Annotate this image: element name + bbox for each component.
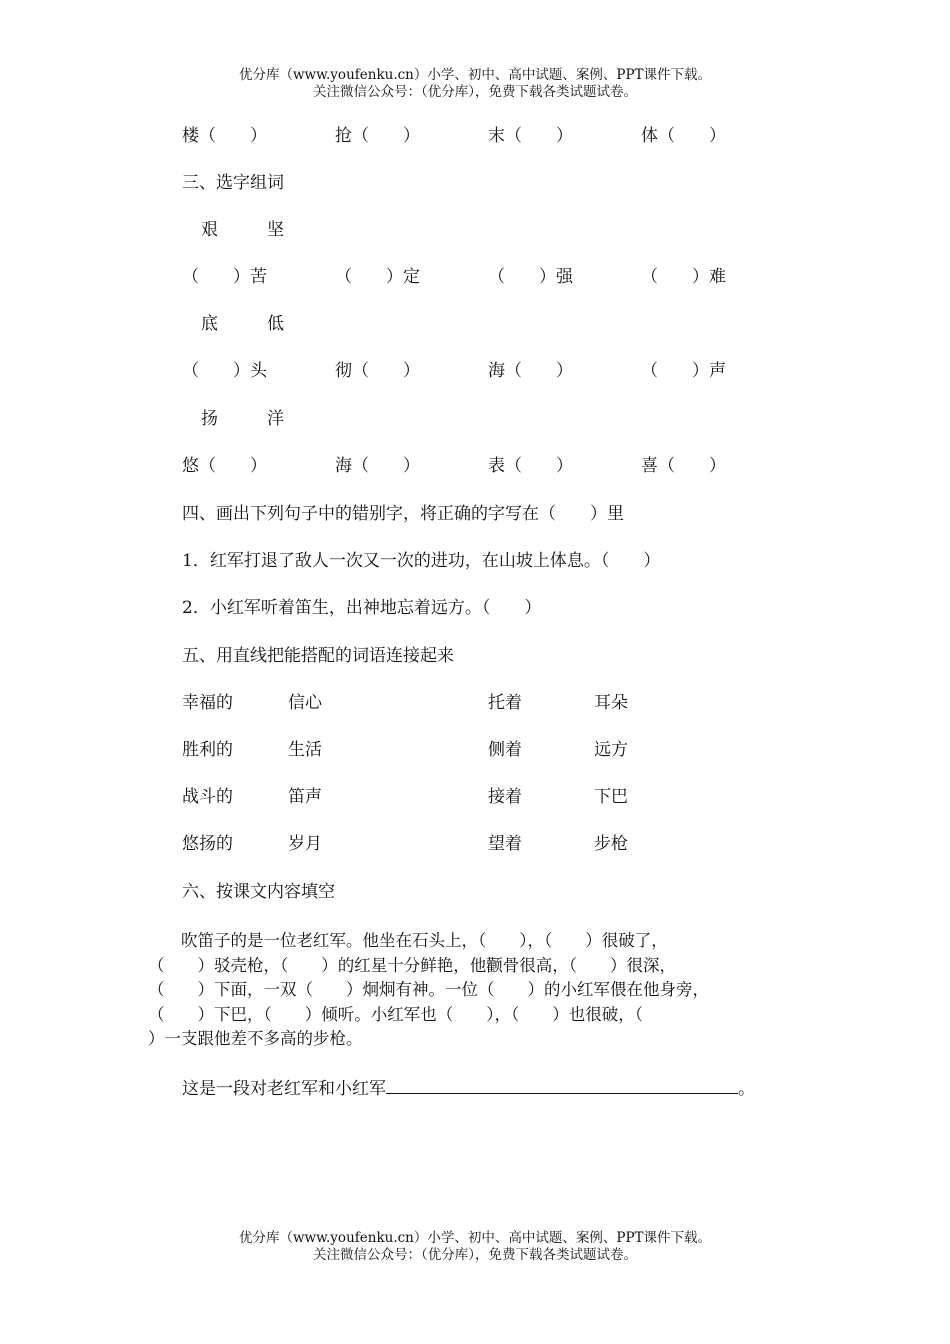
paragraph-line: （ ）驳壳枪，（ ）的红星十分鲜艳，他颧骨很高，（ ）很深， xyxy=(148,955,676,975)
char-pair xyxy=(0,219,950,241)
match-row xyxy=(0,739,950,761)
word-blank: （ ）声 xyxy=(641,361,726,381)
word-blank: 彻（ ） xyxy=(335,361,420,381)
summary-sentence xyxy=(182,1076,755,1100)
match-row xyxy=(0,833,950,855)
word-blank: 悠（ ） xyxy=(182,456,267,476)
char-option: 艰 xyxy=(201,220,218,240)
answer-blank-line[interactable] xyxy=(386,1076,738,1094)
match-word: 耳朵 xyxy=(594,693,628,713)
section-4-title: 四、画出下列句子中的错别字，将正确的字写在（ ）里 xyxy=(182,504,624,524)
char-option: 低 xyxy=(267,314,284,334)
page-header xyxy=(0,67,950,101)
footer-line-1: 优分库（www.youfenku.cn）小学、初中、高中试题、案例、PPT课件下载。 xyxy=(238,1230,712,1246)
fill-in-paragraph xyxy=(148,929,823,1052)
word-blank: 喜（ ） xyxy=(641,456,726,476)
summary-suffix: 。 xyxy=(738,1079,755,1099)
char-option: 坚 xyxy=(267,220,284,240)
match-row xyxy=(0,786,950,808)
word-blank: 海（ ） xyxy=(488,361,573,381)
footer-line-2: 关注微信公众号：（优分库），免费下载各类试题试卷。 xyxy=(313,1247,637,1263)
match-row xyxy=(0,692,950,714)
sentence-item: 2．小红军听着笛生，出神地忘着远方。（ ） xyxy=(182,598,542,618)
match-word: 侧着 xyxy=(488,740,522,760)
word-row xyxy=(0,360,950,382)
sentence-item: 1．红军打退了敌人一次又一次的进功，在山坡上体息。（ ） xyxy=(182,551,661,571)
q2-item: 抢（ ） xyxy=(335,126,420,146)
q2-item: 楼（ ） xyxy=(182,126,267,146)
paragraph-line: ）一支跟他差不多高的步枪。 xyxy=(148,1029,363,1048)
word-blank: （ ）头 xyxy=(182,361,267,381)
section-6-title: 六、按课文内容填空 xyxy=(182,882,335,902)
match-word: 笛声 xyxy=(288,787,322,807)
header-line-1: 优分库（www.youfenku.cn）小学、初中、高中试题、案例、PPT课件下载。 xyxy=(238,67,712,83)
match-word: 远方 xyxy=(594,740,628,760)
match-word: 接着 xyxy=(488,787,522,807)
match-word: 悠扬的 xyxy=(182,834,233,854)
match-word: 胜利的 xyxy=(182,740,233,760)
header-line-2: 关注微信公众号：（优分库），免费下载各类试题试卷。 xyxy=(313,84,637,100)
match-word: 望着 xyxy=(488,834,522,854)
summary-prefix: 这是一段对老红军和小红军 xyxy=(182,1079,386,1099)
match-word: 下巴 xyxy=(594,787,628,807)
page-footer xyxy=(0,1230,950,1264)
word-blank: （ ）苦 xyxy=(182,267,267,287)
paragraph-line: 吹笛子的是一位老红军。他坐在石头上，（ ），（ ）很破了， xyxy=(148,931,668,950)
q2-row xyxy=(0,125,950,147)
section-3-title: 三、选字组词 xyxy=(182,173,284,193)
paragraph-line: （ ）下面，一双（ ）炯炯有神。一位（ ）的小红军偎在他身旁， xyxy=(148,980,709,999)
word-blank: 海（ ） xyxy=(335,456,420,476)
section-5-title: 五、用直线把能搭配的词语连接起来 xyxy=(182,646,454,666)
word-blank: （ ）强 xyxy=(488,267,573,287)
word-row xyxy=(0,455,950,477)
q2-item: 体（ ） xyxy=(641,126,726,146)
match-word: 幸福的 xyxy=(182,693,233,713)
match-word: 信心 xyxy=(288,693,322,713)
word-blank: 表（ ） xyxy=(488,456,573,476)
paragraph-line: （ ）下巴，（ ）倾听。小红军也（ ），（ ）也很破，（ xyxy=(148,1004,643,1024)
match-word: 岁月 xyxy=(288,834,322,854)
match-word: 托着 xyxy=(488,693,522,713)
match-word: 战斗的 xyxy=(182,787,233,807)
match-word: 生活 xyxy=(288,740,322,760)
word-blank: （ ）定 xyxy=(335,267,420,287)
char-pair xyxy=(0,408,950,430)
q2-item: 末（ ） xyxy=(488,126,573,146)
char-option: 扬 xyxy=(201,409,218,429)
char-pair xyxy=(0,313,950,335)
char-option: 底 xyxy=(201,314,218,334)
word-blank: （ ）难 xyxy=(641,267,726,287)
match-word: 步枪 xyxy=(594,834,628,854)
word-row xyxy=(0,266,950,288)
char-option: 洋 xyxy=(267,409,284,429)
